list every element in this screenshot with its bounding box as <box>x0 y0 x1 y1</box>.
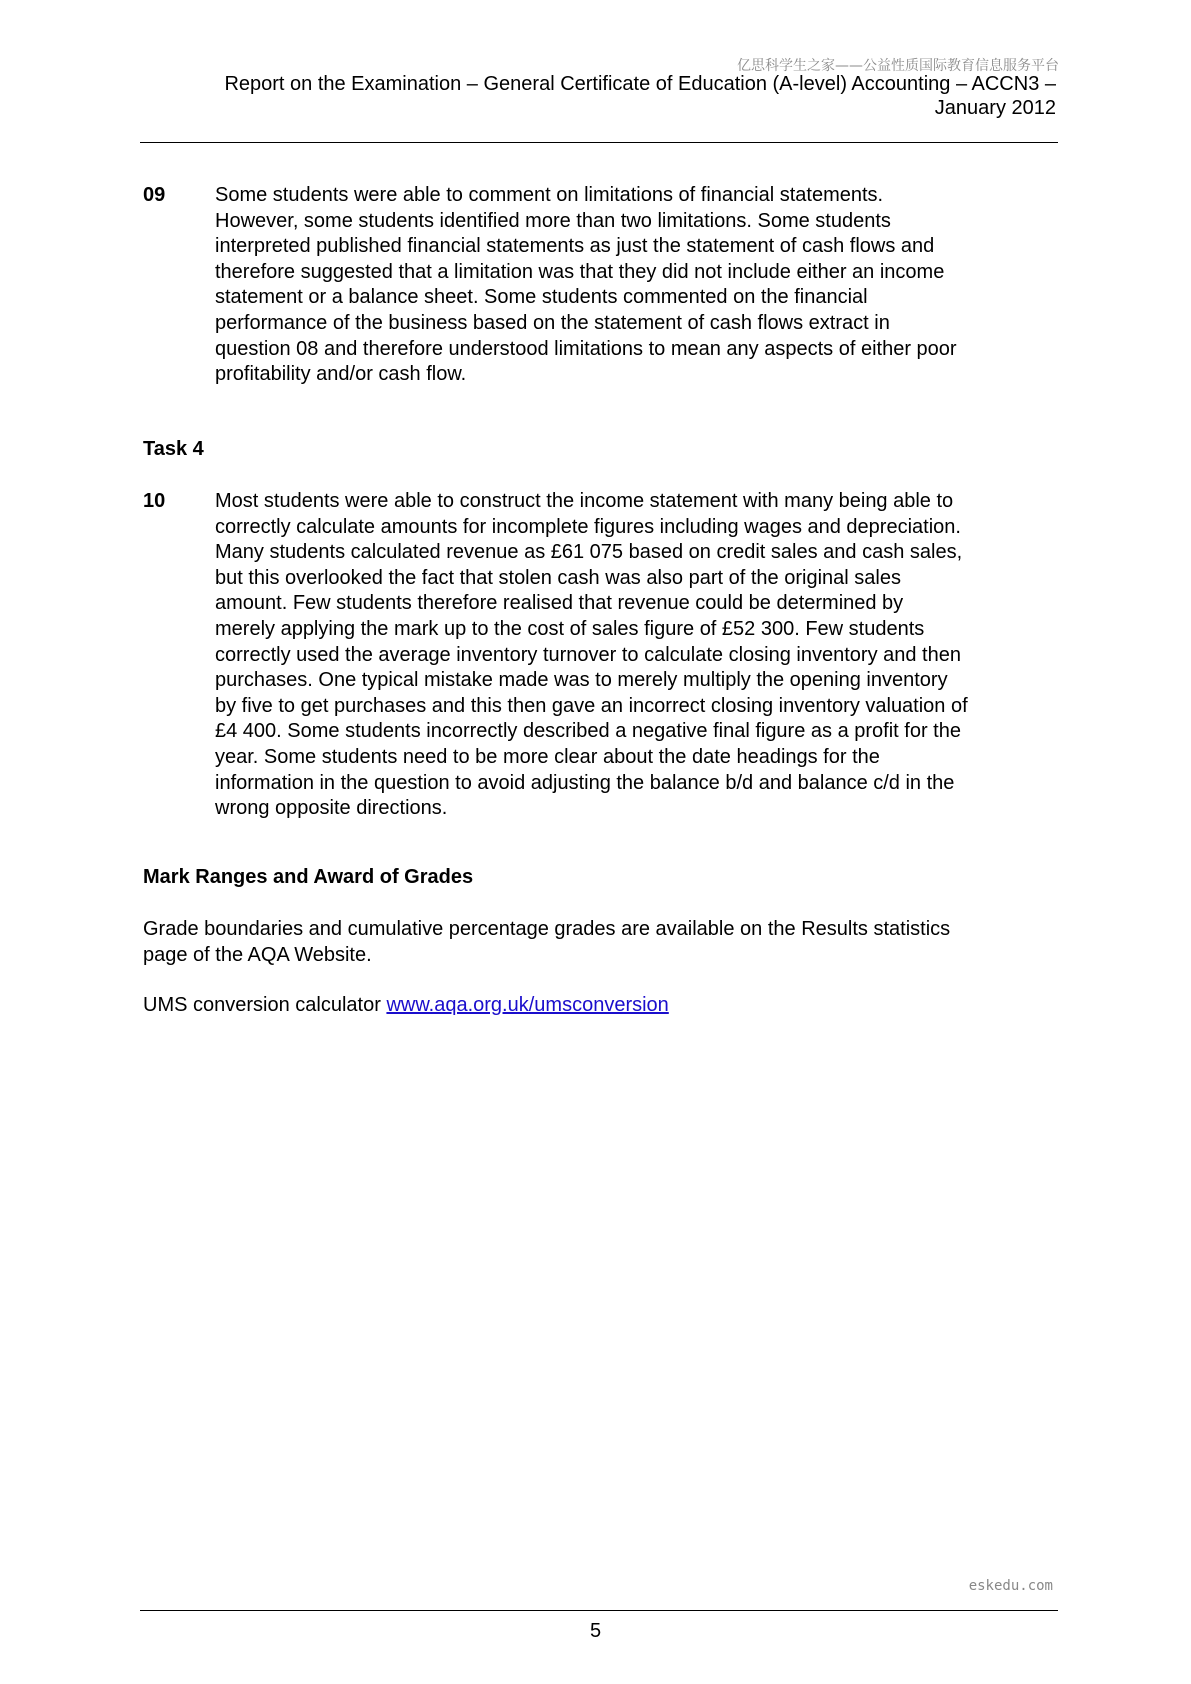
text-line: Most students were able to construct the income statement with many being able to <box>215 490 954 512</box>
page-number: 5 <box>589 1620 602 1642</box>
text-line: Many students calculated revenue as £61 075 based on credit sales and cash sales, <box>215 541 963 564</box>
question-number: 09 <box>143 184 166 206</box>
text-line: correctly calculate amounts for incomplete figures including wages and depreciation. <box>215 515 961 538</box>
task-4-heading: Task 4 <box>143 438 204 460</box>
question-09-text <box>215 183 1075 388</box>
text-line: interpreted published financial statements as just the statement of cash flows and <box>215 235 935 258</box>
text-line: page of the AQA Website. <box>143 943 372 966</box>
text-line: Some students were able to comment on limitations of financial statements. <box>215 184 884 206</box>
ums-conversion-link[interactable]: www.aqa.org.uk/umsconversion <box>386 994 669 1016</box>
grade-boundaries-paragraph <box>143 917 1063 968</box>
text-line: therefore suggested that a limitation was that they did not include either an income <box>215 260 945 283</box>
ums-label: UMS conversion calculator <box>143 994 387 1016</box>
ums-calculator-line <box>143 993 1063 1019</box>
text-line: amount. Few students therefore realised that revenue could be determined by <box>215 592 904 615</box>
text-line: question 08 and therefore understood limitations to mean any aspects of either poor <box>215 337 957 360</box>
question-number: 10 <box>143 490 166 512</box>
text-line: wrong opposite directions. <box>215 797 448 820</box>
text-line: profitability and/or cash flow. <box>215 363 467 386</box>
header-title-line-2: January 2012 <box>934 97 1056 119</box>
text-line: performance of the business based on the statement of cash flows extract in <box>215 311 890 334</box>
text-line: correctly used the average inventory turnover to calculate closing inventory and then <box>215 643 961 666</box>
text-line: purchases. One typical mistake made was to merely multiply the opening inventory <box>215 669 948 692</box>
header-watermark: 亿思科学生之家——公益性质国际教育信息服务平台 <box>737 58 1059 74</box>
text-line: statement or a balance sheet. Some students commented on the financial <box>215 286 868 309</box>
text-line: information in the question to avoid adjusting the balance b/d and balance c/d in the <box>215 771 955 794</box>
text-line: year. Some students need to be more clear about the date headings for the <box>215 745 880 768</box>
question-10-text <box>215 489 1075 822</box>
text-line: Grade boundaries and cumulative percentage grades are available on the Results statistics <box>143 918 951 940</box>
header-divider <box>140 142 1058 143</box>
footer-site-mark: eskedu.com <box>968 1578 1053 1594</box>
text-line: £4 400. Some students incorrectly described a negative final figure as a profit for the <box>215 720 961 743</box>
mark-ranges-heading: Mark Ranges and Award of Grades <box>143 866 474 888</box>
text-line: by five to get purchases and this then gave an incorrect closing inventory valuation of <box>215 694 968 717</box>
text-line: merely applying the mark up to the cost of sales figure of £52 300. Few students <box>215 617 925 640</box>
text-line: However, some students identified more than two limitations. Some students <box>215 209 891 232</box>
header-title-line-1: Report on the Examination – General Certificate of Education (A-level) Accounting – ACCN3 – <box>224 73 1056 95</box>
text-line: but this overlooked the fact that stolen cash was also part of the original sales <box>215 566 901 589</box>
footer-divider <box>140 1610 1058 1611</box>
